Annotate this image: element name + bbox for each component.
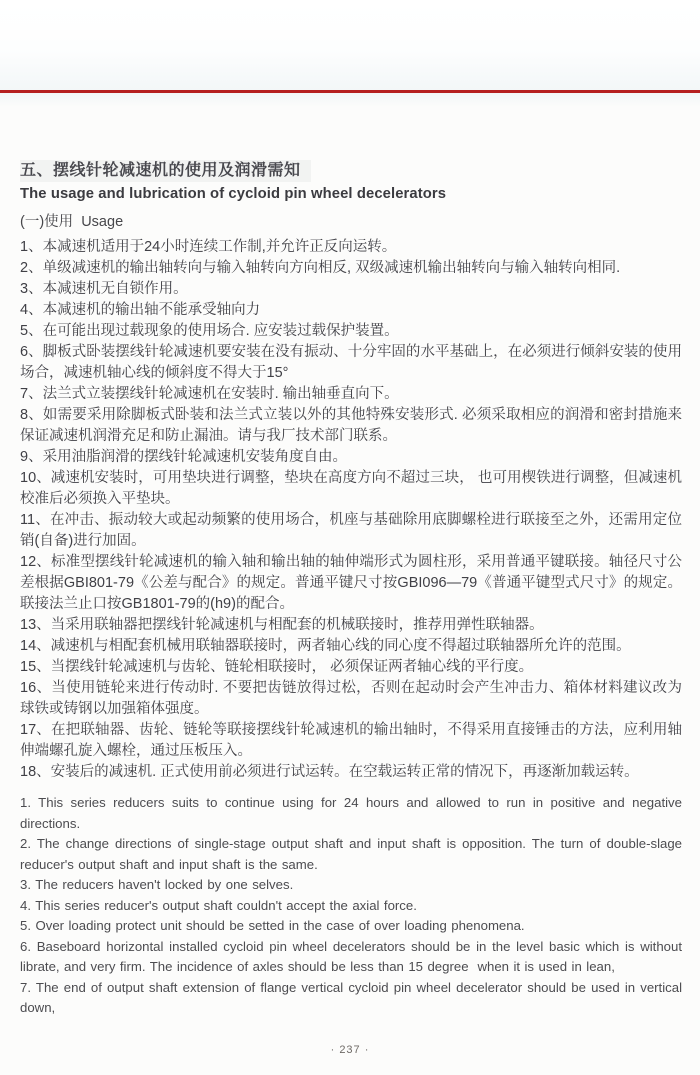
en-instruction-item: 2. The change directions of single-stage output shaft and input shaft is opposition. The turn of double-slage reducer's output shaft and input shaft is the same. — [20, 836, 687, 872]
en-instruction-list — [20, 793, 687, 1019]
cn-instruction-item: 18、安装后的减速机. 正式使用前必须进行试运转。在空载运转正常的情况下，再逐渐加载运转。 — [20, 764, 639, 780]
cn-instruction-item: 9、采用油脂润滑的摆线针轮减速机安装角度自由。 — [20, 449, 348, 465]
cn-instruction-item: 12、标准型摆线针轮减速机的输入轴和输出轴的轴伸端形式为圆柱形，采用普通平键联接。轴径尺寸公差根据GBI801-79《公差与配合》的规定。普通平键尺寸按GBI096—79《普通平键型式尺寸》的规定。联接法兰止口按GB1801-79的(h9)的配合。 — [20, 554, 682, 612]
cn-instruction-item: 11、在冲击、振动较大或起动频繁的使用场合，机座与基础除用底脚螺栓进行联接至之外，还需用定位销(自备)进行加固。 — [20, 512, 682, 549]
cn-instruction-item: 7、法兰式立装摆线针轮减速机在安装时. 输出轴垂直向下。 — [20, 386, 399, 402]
cn-instruction-item: 1、本减速机适用于24小时连续工作制,并允许正反向运转。 — [20, 239, 397, 255]
cn-instruction-item: 17、在把联轴器、齿轮、链轮等联接摆线针轮减速机的输出轴时，不得采用直接锤击的方法，应利用轴伸端螺孔旋入螺栓，通过压板压入。 — [20, 722, 682, 759]
subsection-label-usage: (一)使用 Usage — [20, 214, 124, 230]
cn-instruction-item: 10、减速机安装时，可用垫块进行调整，垫块在高度方向不超过三块， 也可用楔铁进行调整，但减速机校准后必须换入平垫块。 — [20, 470, 682, 507]
cn-instruction-item: 6、脚板式卧装摆线针轮减速机要安装在没有振动、十分牢固的水平基础上，在必须进行倾斜安装的使用场合，减速机轴心线的倾斜度不得大于15° — [20, 344, 682, 381]
cn-instruction-item: 2、单级减速机的输出轴转向与输入轴转向方向相反, 双级减速机输出轴转向与输入轴转向相同. — [20, 260, 621, 276]
section-title-en: The usage and lubrication of cycloid pin wheel decelerators — [20, 186, 447, 202]
en-instruction-item: 3. The reducers haven't locked by one selves. — [20, 877, 294, 892]
cn-instruction-item: 15、当摆线针轮减速机与齿轮、链轮相联接时， 必须保证两者轴心线的平行度。 — [20, 659, 534, 675]
en-instruction-item: 5. Over loading protect unit should be setted in the case of over loading phenomena. — [20, 918, 525, 933]
page-top-margin-band — [0, 0, 700, 90]
cn-instruction-item: 13、当采用联轴器把摆线针轮减速机与相配套的机械联接时，推荐用弹性联轴器。 — [20, 617, 544, 633]
page-number: · 237 · — [330, 1044, 370, 1056]
cn-instruction-item: 14、减速机与相配套机械用联轴器联接时，两者轴心线的同心度不得超过联轴器所允许的范围。 — [20, 638, 631, 654]
section-title-cn: 五、摆线针轮减速机的使用及润滑需知 — [20, 160, 311, 182]
en-instruction-item: 1. This series reducers suits to continue using for 24 hours and allowed to run in positive and negative directions. — [20, 795, 687, 831]
divider-shadow-tint — [0, 93, 700, 107]
cn-instruction-item: 4、本减速机的输出轴不能承受轴向力 — [20, 302, 261, 318]
cn-instruction-item: 8、如需要采用除脚板式卧装和法兰式立装以外的其他特殊安装形式. 必须采取相应的润滑和密封措施来保证减速机润滑充足和防止漏油。请与我厂技术部门联系。 — [20, 407, 682, 444]
en-instruction-item: 4. This series reducer's output shaft couldn't accept the axial force. — [20, 897, 417, 913]
page-content — [20, 160, 687, 1019]
cn-instruction-item: 5、在可能出现过载现象的使用场合. 应安装过载保护装置。 — [20, 323, 399, 339]
cn-instruction-list — [20, 237, 682, 783]
cn-instruction-item: 3、本减速机无自锁作用。 — [20, 281, 188, 297]
cn-instruction-item: 16、当使用链轮来进行传动时. 不要把齿链放得过松，否则在起动时会产生冲击力、箱体材料建议改为球铁或铸钢以加强箱体强度。 — [20, 680, 682, 717]
en-instruction-item: 6. Baseboard horizontal installed cycloid pin wheel decelerators should be in the level basic which is without librate, and very firm. The incidence of axles should be less than 15 degree when it is used in lean, — [20, 938, 687, 974]
en-instruction-item: 7. The end of output shaft extension of flange vertical cycloid pin wheel decelerator should be used in vertical down, — [20, 979, 687, 1015]
